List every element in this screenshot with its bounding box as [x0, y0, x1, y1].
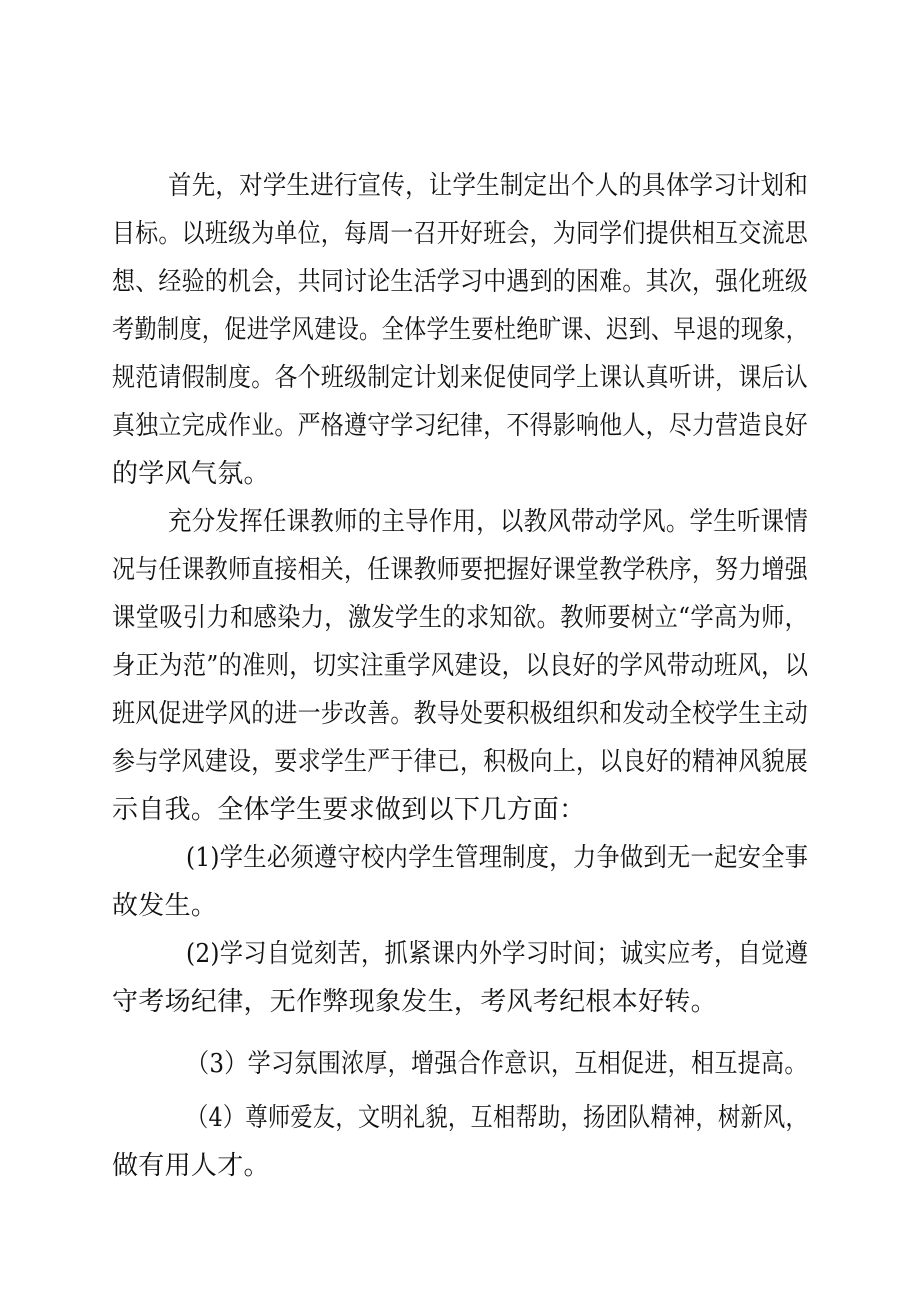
paragraph-1-line-5: 规范请假制度。各个班级制定计划来促使同学上课认真听讲，课后认 — [112, 363, 808, 393]
list-item-2-line-1: (2)学习自觉刻苦，抓紧课内外学习时间；诚实应考，自觉遵 — [186, 939, 809, 969]
list-item-4-line-2: 做有用人才。 — [112, 1151, 270, 1181]
paragraph-2-line-6: 参与学风建设，要求学生严于律已，积极向上，以良好的精神风貌展 — [112, 747, 808, 777]
paragraph-2-line-3: 课堂吸引力和感染力，激发学生的求知欲。教师要树立“学高为师， — [112, 603, 809, 633]
paragraph-1-line-1: 首先，对学生进行宣传，让学生制定出个人的具体学习计划和 — [168, 171, 809, 201]
list-item-1-line-2: 故发生。 — [112, 891, 218, 921]
paragraph-2-line-5: 班风促进学风的进一步改善。教导处要积极组织和发动全校学生主动 — [112, 699, 808, 729]
list-item-2-line-2: 守考场纪律，无作弊现象发生，考风考纪根本好转。 — [112, 987, 717, 1017]
paragraph-1-line-4: 考勤制度，促进学风建设。全体学生要杜绝旷课、迟到、早退的现象， — [112, 315, 809, 345]
list-item-3-line-1: （3）学习氛围浓厚，增强合作意识，互相促进，相互提高。 — [186, 1049, 808, 1079]
list-item-4-line-1: （4）尊师爱友，文明礼貌，互相帮助，扬团队精神，树新风， — [186, 1103, 808, 1133]
paragraph-2-line-4: 身正为范”的准则，切实注重学风建设，以良好的学风带动班风，以 — [112, 651, 809, 681]
list-item-1-line-1: (1)学生必须遵守校内学生管理制度，力争做到无一起安全事 — [186, 843, 809, 873]
paragraph-1-line-6: 真独立完成作业。严格遵守学习纪律，不得影响他人，尽力营造良好 — [112, 411, 808, 441]
paragraph-2-line-7: 示自我。全体学生要求做到以下几方面： — [112, 795, 586, 825]
paragraph-2-line-2: 况与任课教师直接相关，任课教师要把握好课堂教学秩序，努力增强 — [112, 555, 808, 585]
paragraph-1-line-3: 想、经验的机会，共同讨论生活学习中遇到的困难。其次，强化班级 — [112, 267, 808, 297]
paragraph-1-line-7: 的学风气氛。 — [112, 459, 270, 489]
paragraph-2-line-1: 充分发挥任课教师的主导作用，以教风带动学风。学生听课情 — [168, 507, 809, 537]
paragraph-1-line-2: 目标。以班级为单位，每周一召开好班会，为同学们提供相互交流思 — [112, 219, 808, 249]
